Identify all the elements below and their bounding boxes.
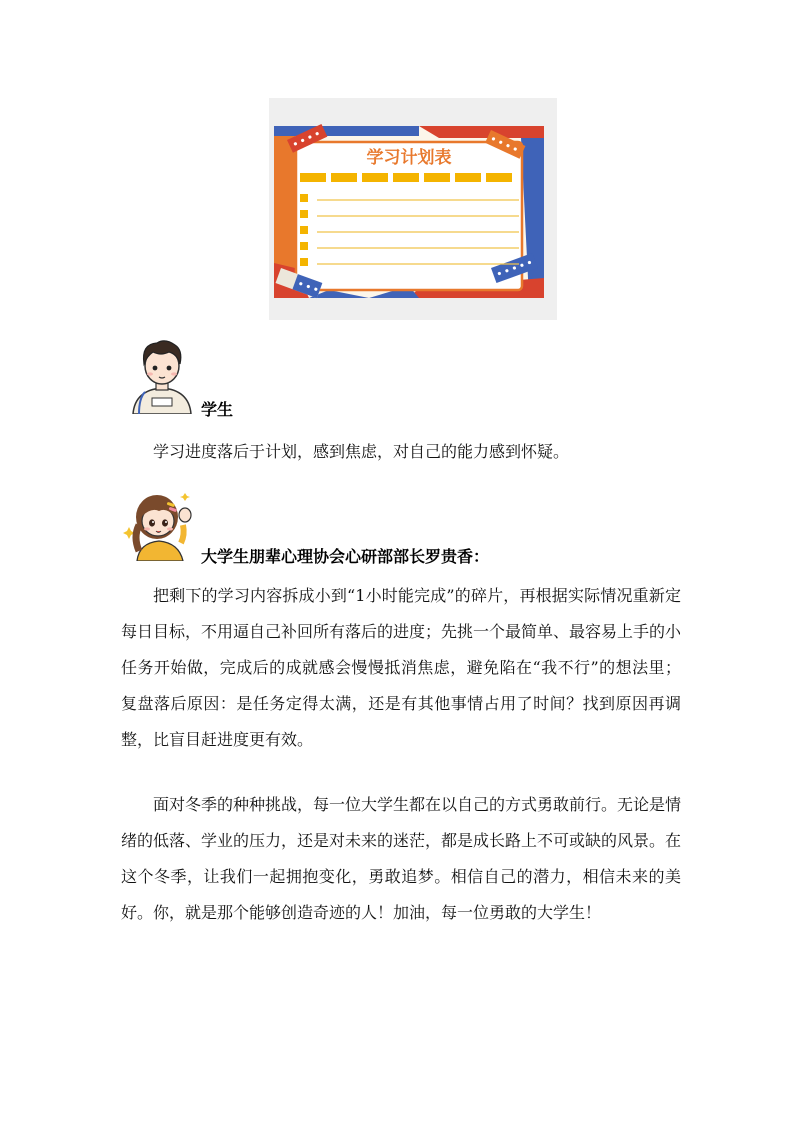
planner-title: 学习计划表 bbox=[366, 148, 452, 168]
speaker-counselor: 大学生朋辈心理协会心研部部长罗贵香： bbox=[201, 547, 490, 566]
speaker-student: 学生 bbox=[201, 400, 234, 419]
student-statement: 学习进度落后于计划，感到焦虑，对自己的能力感到怀疑。 bbox=[153, 442, 570, 461]
study-plan-illustration bbox=[269, 98, 557, 320]
girl-avatar-icon bbox=[121, 485, 197, 561]
counselor-advice: 把剩下的学习内容拆成小到“1小时能完成”的碎片，再根据实际情况重新定每日目标，不用逼自己补回所有落后的进度；先挑一个最简单、最容易上手的小任务开始做，完成后的成就感会慢慢抵消焦虑，避免陷在“我不行”的想法里；复盘落后原因：是任务定得太满，还是有其他事情占用了时间？找到原因再调整，比盲目赶进度更有效。 bbox=[121, 586, 682, 749]
study-plan-card-graphic bbox=[269, 98, 557, 320]
closing-paragraph: 面对冬季的种种挑战，每一位大学生都在以自己的方式勇敢前行。无论是情绪的低落、学业的压力，还是对未来的迷茫，都是成长路上不可或缺的风景。在这个冬季，让我们一起拥抱变化，勇敢追梦。相信自己的潜力，相信未来的美好。你，就是那个能够创造奇迹的人！加油，每一位勇敢的大学生！ bbox=[121, 795, 682, 922]
boy-avatar-icon bbox=[125, 334, 199, 414]
